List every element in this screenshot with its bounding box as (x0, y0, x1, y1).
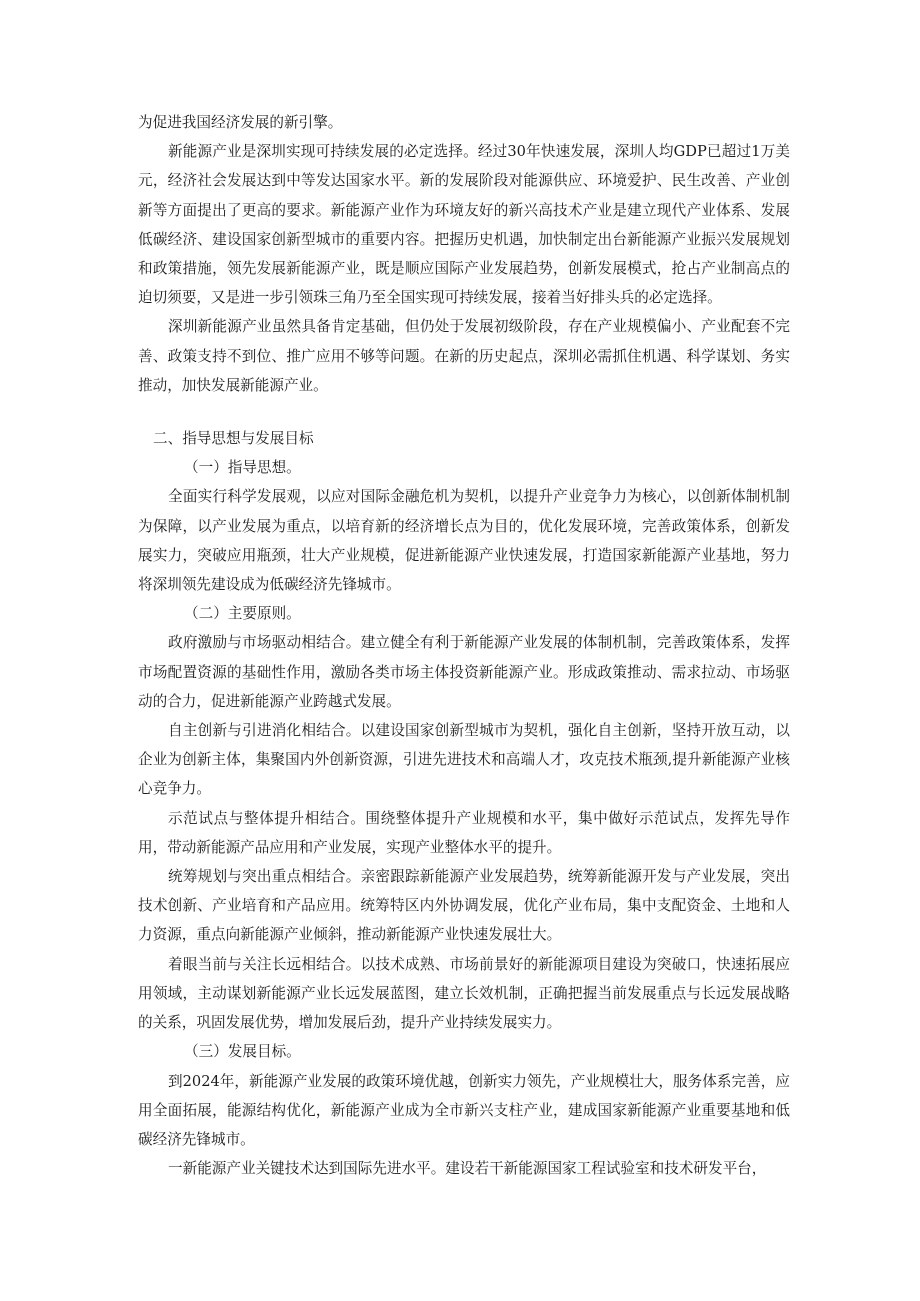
principle-paragraph: 自主创新与引进消化相结合。以建设国家创新型城市为契机，强化自主创新，坚持开放互动，以企业为创新主体，集聚国内外创新资源，引进先进技术和高端人才，攻克技术瓶颈,提升新能源产业核心竞争力。 (138, 722, 790, 798)
section-two-heading: 二、指导思想与发展目标 (153, 430, 314, 448)
principle-paragraph: 示范试点与整体提升相结合。围绕整体提升产业规模和水平，集中做好示范试点，发挥先导作用，带动新能源产品应用和产业发展，实现产业整体水平的提升。 (138, 809, 790, 856)
paragraph-key-technology: 一新能源产业关键技术达到国际先进水平。建设若干新能源国家工程试验室和技术研发平台， (168, 1160, 767, 1178)
subsection-goals-heading: （三）发展目标。 (184, 1043, 301, 1061)
principle-paragraph: 着眼当前与关注长远相结合。以技术成熟、市场前景好的新能源项目建设为突破口，快速拓展应用领域，主动谋划新能源产业长远发展蓝图，建立长效机制，正确把握当前发展重点与长远发展战略的关系，巩固发展优势，增加发展后劲，提升产业持续发展实力。 (138, 955, 790, 1032)
principle-paragraph: 政府激励与市场驱动相结合。建立健全有利于新能源产业发展的体制机制，完善政策体系，发挥市场配置资源的基础性作用，激励各类市场主体投资新能源产业。形成政策推动、需求拉动、市场驱动的合力，促进新能源产业跨越式发展。 (138, 634, 790, 710)
document-page (138, 108, 790, 1183)
subsection-principles-heading: （二）主要原则。 (184, 605, 301, 623)
paragraph-development-goal: 到2024年，新能源产业发展的政策环境优越，创新实力领先，产业规模壮大，服务体系完善，应用全面拓展，能源结构优化，新能源产业成为全市新兴支柱产业，建成国家新能源产业重要基地和低碳经济先锋城市。 (138, 1072, 790, 1148)
principle-paragraph: 统筹规划与突出重点相结合。亲密跟踪新能源产业发展趋势，统筹新能源开发与产业发展，突出技术创新、产业培育和产品应用。统筹特区内外协调发展，优化产业布局，集中支配资金、土地和人力资源，重点向新能源产业倾斜，推动新能源产业快速发展壮大。 (138, 868, 790, 944)
paragraph-current-status: 深圳新能源产业虽然具备肯定基础，但仍处于发展初级阶段，存在产业规模偏小、产业配套不完善、政策支持不到位、推广应用不够等问题。在新的历史起点，深圳必需抓住机遇、科学谋划、务实推动，加快发展新能源产业。 (138, 318, 790, 394)
section-spacer (138, 400, 790, 424)
paragraph-continuation: 为促进我国经济发展的新引擎。 (138, 114, 343, 131)
subsection-guiding-thought-heading: （一）指导思想。 (184, 459, 301, 477)
paragraph-guiding-thought: 全面实行科学发展观，以应对国际金融危机为契机，以提升产业竞争力为核心，以创新体制机制为保障，以产业发展为重点，以培育新的经济增长点为目的，优化发展环境，完善政策体系，创新发展实力，突破应用瓶颈，壮大产业规模，促进新能源产业快速发展，打造国家新能源产业基地，努力将深圳领先建设成为低碳经济先锋城市。 (138, 488, 790, 594)
paragraph-necessity: 新能源产业是深圳实现可持续发展的必定选择。经过30年快速发展，深圳人均GDP已超过1万美元，经济社会发展达到中等发达国家水平。新的发展阶段对能源供应、环境爱护、民生改善、产业创新等方面提出了更高的要求。新能源产业作为环境友好的新兴高技术产业是建立现代产业体系、发展低碳经济、建设国家创新型城市的重要内容。把握历史机遇，加快制定出台新能源产业振兴发展规划和政策措施，领先发展新能源产业，既是顺应国际产业发展趋势，创新发展模式，抢占产业制高点的迫切须要，又是进一步引领珠三角乃至全国实现可持续发展，接着当好排头兵的必定选择。 (138, 143, 790, 307)
